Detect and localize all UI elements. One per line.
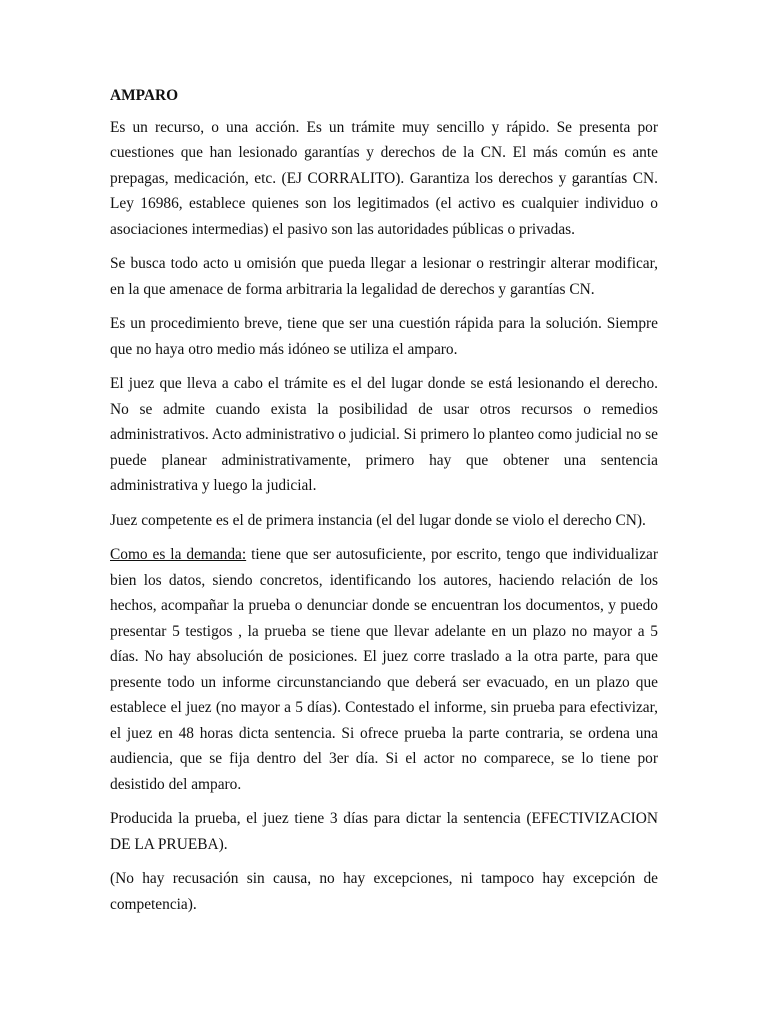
paragraph-scope: Se busca todo acto u omisión que pueda llegar a lesionar o restringir alterar modificar, en la que amenace de forma arbitraria la legalidad de derechos y garantías CN. — [110, 255, 658, 298]
demanda-heading: Como es la demanda: — [110, 546, 247, 563]
paragraph-evidence: Producida la prueba, el juez tiene 3 días para dictar la sentencia (EFECTIVIZACION DE LA PRUEBA). — [110, 810, 658, 853]
paragraph-procedure: Es un procedimiento breve, tiene que ser una cuestión rápida para la solución. Siempre que no haya otro medio más idóneo se utiliza el amparo. — [110, 315, 658, 358]
paragraph-judge: El juez que lleva a cabo el trámite es el del lugar donde se está lesionando el derecho. No se admite cuando exista la posibilidad de usar otros recursos o remedios administrativos. Acto administrativo o judicial. Si primero lo planteo como judicial no se puede planear administrativamente, primero hay que obtener una sentencia administrativa y luego la judicial. — [110, 375, 658, 494]
paragraph-definition: Es un recurso, o una acción. Es un trámite muy sencillo y rápido. Se presenta por cuestiones que han lesionado garantías y derechos de la CN. El más común es ante prepagas, medicación, etc. (EJ CORRALITO). Garantiza los derechos y garantías CN. Ley 16986, establece quienes son los legitimados (el activo es cualquier individuo o asociaciones intermedias) el pasivo son las autoridades públicas o privadas. — [110, 118, 658, 238]
demanda-text: tiene que ser autosuficiente, por escrito, tengo que individualizar bien los datos, siendo concretos, identificando los autores, haciendo relación de los hechos, acompañar la prueba o denunciar donde se encuentran los documentos, y puedo presentar 5 testigos , la prueba se tiene que llevar adelante en un plazo no mayor a 5 días. No hay absolución de posiciones. El juez corre traslado a la otra parte, para que presente todo un informe circunstanciando que deberá ser evacuado, en un plazo que establece el juez (no mayor a 5 días). Contestado el informe, sin prueba para efectivizar, el juez en 48 horas dicta sentencia. Si ofrece prueba la parte contraria, se ordena una audiencia, que se fija dentro del 3er día. Si el actor no comparece, se lo tiene por desistido del amparo. — [110, 546, 658, 793]
paragraph-competent-judge: Juez competente es el de primera instancia (el del lugar donde se violo el derecho CN). — [110, 511, 646, 529]
paragraph-demanda — [110, 542, 658, 797]
document-title: AMPARO — [110, 87, 179, 104]
paragraph-exceptions: (No hay recusación sin causa, no hay excepciones, ni tampoco hay excepción de competencia). — [110, 870, 658, 913]
document-page — [110, 83, 658, 926]
